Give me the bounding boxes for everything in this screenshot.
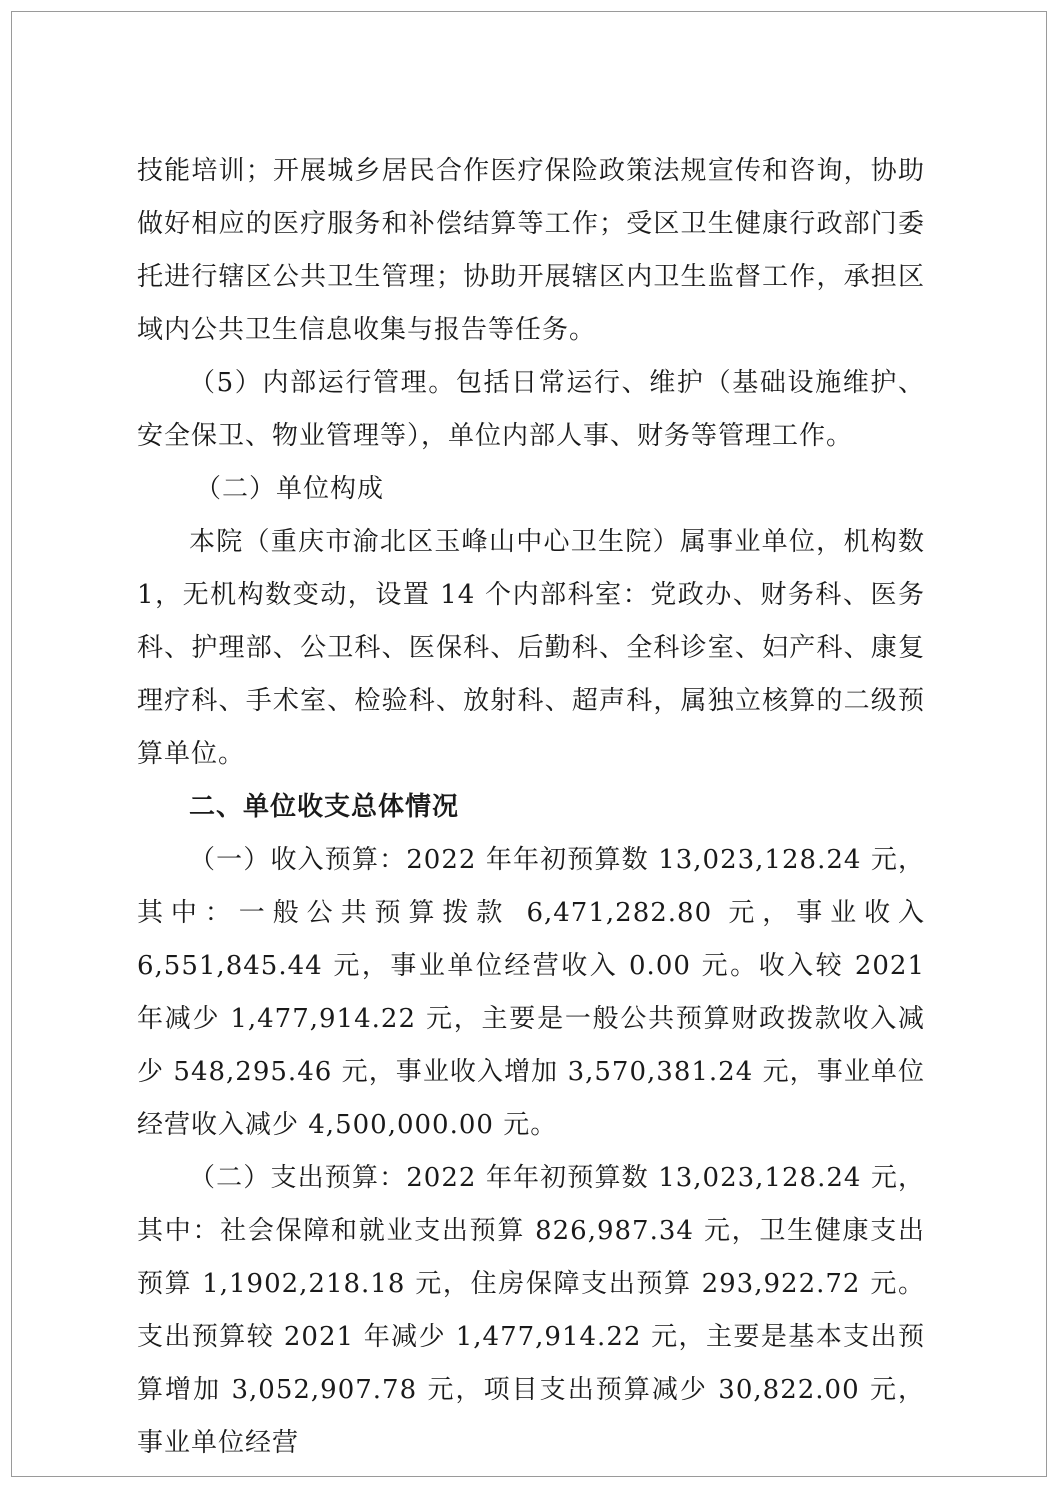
paragraph-expenditure-budget: （二）支出预算：2022 年年初预算数 13,023,128.24 元，其中：社会保障和就业支出预算 826,987.34 元，卫生健康支出预算 1,1902,218.18 元，住房保障支出预算 293,922.72 元。支出预算较 2021 年减少 1,477,914.22 元，主要是基本支出预算增加 3,052,907.78 元，项目支出预算减少 30,822.00 元，事业单位经营 — [137, 1163, 925, 1458]
chapter-heading-income-expenditure: 二、单位收支总体情况 — [189, 792, 460, 822]
document-body — [137, 145, 925, 1470]
paragraph-internal-operations: （5）内部运行管理。包括日常运行、维护（基础设施维护、安全保卫、物业管理等），单位内部人事、财务等管理工作。 — [137, 368, 925, 451]
paragraph-income-budget: （一）收入预算：2022 年年初预算数 13,023,128.24 元，其中：一般公共预算拨款 6,471,282.80 元，事业收入 6,551,845.44 元，事业单位经营收入 0.00 元。收入较 2021 年减少 1,477,914.22 元，主要是一般公共预算财政拨款收入减少 548,295.46 元，事业收入增加 3,570,381.24 元，事业单位经营收入减少 4,500,000.00 元。 — [137, 845, 925, 1140]
paragraph-duties-continued: 技能培训；开展城乡居民合作医疗保险政策法规宣传和咨询，协助做好相应的医疗服务和补偿结算等工作；受区卫生健康行政部门委托进行辖区公共卫生管理；协助开展辖区内卫生监督工作，承担区域内公共卫生信息收集与报告等任务。 — [137, 156, 925, 345]
paragraph-unit-composition: 本院（重庆市渝北区玉峰山中心卫生院）属事业单位，机构数 1，无机构数变动，设置 14 个内部科室：党政办、财务科、医务科、护理部、公卫科、医保科、后勤科、全科诊室、妇产科、康复理疗科、手术室、检验科、放射科、超声科，属独立核算的二级预算单位。 — [137, 527, 925, 769]
section-heading-unit-composition: （二）单位构成 — [195, 474, 385, 504]
